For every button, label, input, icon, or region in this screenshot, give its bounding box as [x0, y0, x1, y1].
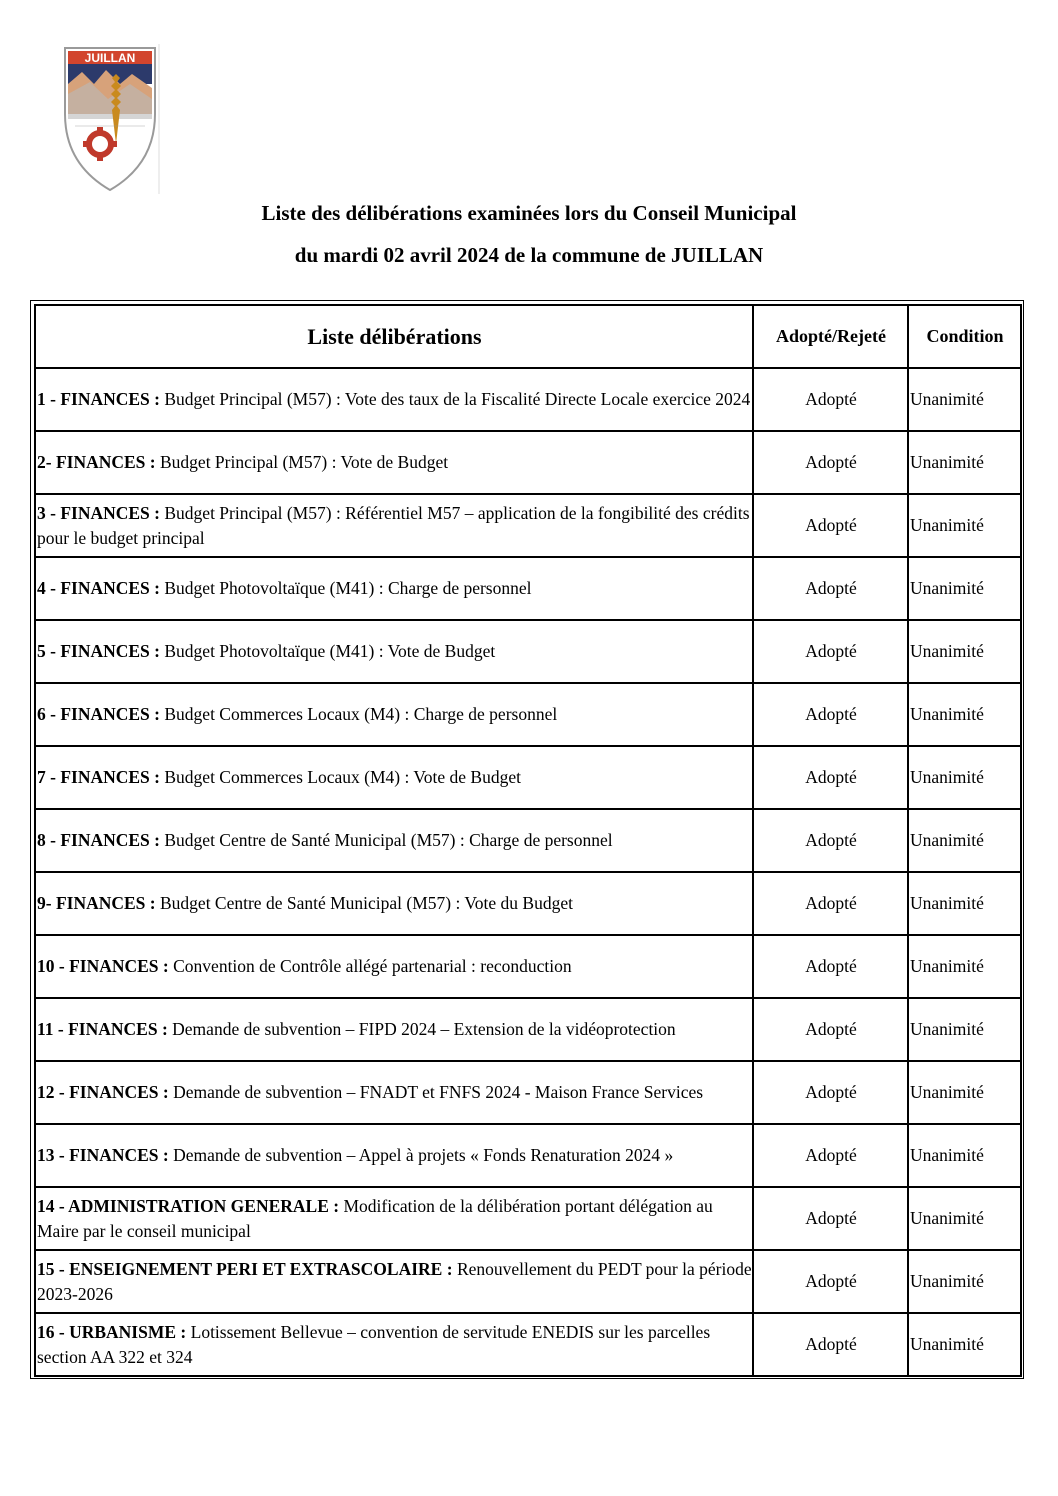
deliberation-text: Convention de Contrôle allégé partenarial : reconduction — [168, 956, 572, 976]
table-row — [35, 683, 1021, 746]
table-row — [35, 1124, 1021, 1187]
deliberation-condition: Unanimité — [908, 620, 1021, 683]
deliberation-description — [35, 872, 753, 935]
deliberation-number: 4 - FINANCES : — [37, 578, 160, 598]
deliberation-description — [35, 1187, 753, 1250]
header-condition: Condition — [908, 305, 1021, 368]
deliberation-condition: Unanimité — [908, 998, 1021, 1061]
deliberation-result: Adopté — [753, 1313, 908, 1376]
deliberation-result: Adopté — [753, 872, 908, 935]
deliberation-text: Budget Principal (M57) : Vote des taux de la Fiscalité Directe Locale exercice 2024 — [160, 389, 751, 409]
deliberation-description — [35, 557, 753, 620]
table-row — [35, 1250, 1021, 1313]
deliberation-condition: Unanimité — [908, 809, 1021, 872]
deliberation-description — [35, 1313, 753, 1376]
table-row — [35, 1061, 1021, 1124]
table-row — [35, 494, 1021, 557]
deliberation-description — [35, 809, 753, 872]
deliberation-condition: Unanimité — [908, 746, 1021, 809]
deliberation-description — [35, 935, 753, 998]
svg-text:JUILLAN: JUILLAN — [84, 51, 136, 65]
deliberation-result: Adopté — [753, 809, 908, 872]
deliberations-table — [34, 304, 1022, 1377]
deliberation-condition: Unanimité — [908, 1313, 1021, 1376]
deliberation-result: Adopté — [753, 1124, 908, 1187]
deliberation-result: Adopté — [753, 935, 908, 998]
deliberation-number: 9- FINANCES : — [37, 893, 156, 913]
header-adopted-rejected: Adopté/Rejeté — [753, 305, 908, 368]
deliberation-condition: Unanimité — [908, 683, 1021, 746]
deliberation-result: Adopté — [753, 746, 908, 809]
deliberation-condition: Unanimité — [908, 557, 1021, 620]
deliberation-description — [35, 368, 753, 431]
deliberation-text: Budget Photovoltaïque (M41) : Vote de Budget — [160, 641, 496, 661]
deliberation-description — [35, 683, 753, 746]
table-row — [35, 620, 1021, 683]
deliberation-description — [35, 998, 753, 1061]
deliberation-number: 11 - FINANCES : — [37, 1019, 168, 1039]
table-row — [35, 431, 1021, 494]
deliberation-number: 8 - FINANCES : — [37, 830, 160, 850]
table-row — [35, 368, 1021, 431]
table-row — [35, 1187, 1021, 1250]
deliberation-condition: Unanimité — [908, 872, 1021, 935]
deliberation-text: Budget Principal (M57) : Vote de Budget — [155, 452, 449, 472]
deliberation-result: Adopté — [753, 1187, 908, 1250]
deliberation-condition: Unanimité — [908, 494, 1021, 557]
deliberation-text: Demande de subvention – FNADT et FNFS 2024 - Maison France Services — [168, 1082, 704, 1102]
deliberation-result: Adopté — [753, 494, 908, 557]
deliberation-condition: Unanimité — [908, 431, 1021, 494]
deliberation-result: Adopté — [753, 368, 908, 431]
deliberation-result: Adopté — [753, 431, 908, 494]
deliberation-description — [35, 620, 753, 683]
table-header-row — [35, 305, 1021, 368]
table-row — [35, 998, 1021, 1061]
deliberation-text: Budget Centre de Santé Municipal (M57) : Vote du Budget — [155, 893, 573, 913]
header-list-deliberations: Liste délibérations — [35, 305, 753, 368]
deliberation-result: Adopté — [753, 683, 908, 746]
deliberation-number: 2- FINANCES : — [37, 452, 156, 472]
deliberation-number: 7 - FINANCES : — [37, 767, 160, 787]
deliberation-description — [35, 1124, 753, 1187]
deliberation-text: Budget Principal (M57) : Référentiel M57 – application de la fongibilité des crédits pour le budget principal — [37, 502, 750, 548]
deliberation-number: 1 - FINANCES : — [37, 389, 160, 409]
deliberation-text: Budget Centre de Santé Municipal (M57) : Charge de personnel — [160, 830, 613, 850]
document-title-line-2: du mardi 02 avril 2024 de la commune de JUILLAN — [294, 243, 764, 267]
deliberation-number: 15 - ENSEIGNEMENT PERI ET EXTRASCOLAIRE : — [37, 1258, 453, 1279]
deliberation-result: Adopté — [753, 1250, 908, 1313]
deliberation-number: 14 - ADMINISTRATION GENERALE : — [37, 1195, 340, 1216]
deliberation-result: Adopté — [753, 557, 908, 620]
deliberation-description — [35, 1061, 753, 1124]
deliberation-result: Adopté — [753, 620, 908, 683]
table-row — [35, 746, 1021, 809]
deliberation-condition: Unanimité — [908, 1250, 1021, 1313]
deliberation-condition: Unanimité — [908, 1061, 1021, 1124]
table-row — [35, 872, 1021, 935]
deliberation-text: Lotissement Bellevue – convention de servitude ENEDIS sur les parcelles section AA 322 et 324 — [37, 1321, 711, 1367]
deliberation-description — [35, 1250, 753, 1313]
document-title-line-1: Liste des délibérations examinées lors du Conseil Municipal — [261, 201, 797, 225]
deliberation-text: Renouvellement du PEDT pour la période 2023-2026 — [37, 1258, 752, 1304]
deliberation-condition: Unanimité — [908, 368, 1021, 431]
deliberation-number: 3 - FINANCES : — [37, 502, 160, 523]
deliberation-condition: Unanimité — [908, 935, 1021, 998]
deliberation-text: Modification de la délibération portant délégation au Maire par le conseil municipal — [37, 1195, 713, 1241]
deliberation-result: Adopté — [753, 1061, 908, 1124]
deliberation-condition: Unanimité — [908, 1187, 1021, 1250]
juillan-coat-of-arms-logo — [60, 44, 160, 194]
deliberation-text: Budget Commerces Locaux (M4) : Charge de personnel — [160, 704, 558, 724]
deliberation-number: 16 - URBANISME : — [37, 1321, 187, 1342]
deliberation-text: Budget Commerces Locaux (M4) : Vote de Budget — [160, 767, 521, 787]
deliberation-text: Budget Photovoltaïque (M41) : Charge de personnel — [160, 578, 532, 598]
deliberation-description — [35, 746, 753, 809]
deliberation-text: Demande de subvention – Appel à projets « Fonds Renaturation 2024 » — [168, 1145, 674, 1165]
deliberation-number: 10 - FINANCES : — [37, 956, 169, 976]
deliberation-number: 5 - FINANCES : — [37, 641, 160, 661]
table-row — [35, 809, 1021, 872]
deliberation-number: 6 - FINANCES : — [37, 704, 160, 724]
deliberation-description — [35, 494, 753, 557]
deliberation-condition: Unanimité — [908, 1124, 1021, 1187]
deliberation-number: 13 - FINANCES : — [37, 1145, 169, 1165]
deliberation-description — [35, 431, 753, 494]
table-row — [35, 1313, 1021, 1376]
deliberation-text: Demande de subvention – FIPD 2024 – Extension de la vidéoprotection — [167, 1019, 676, 1039]
table-row — [35, 557, 1021, 620]
deliberation-number: 12 - FINANCES : — [37, 1082, 169, 1102]
deliberation-result: Adopté — [753, 998, 908, 1061]
table-row — [35, 935, 1021, 998]
